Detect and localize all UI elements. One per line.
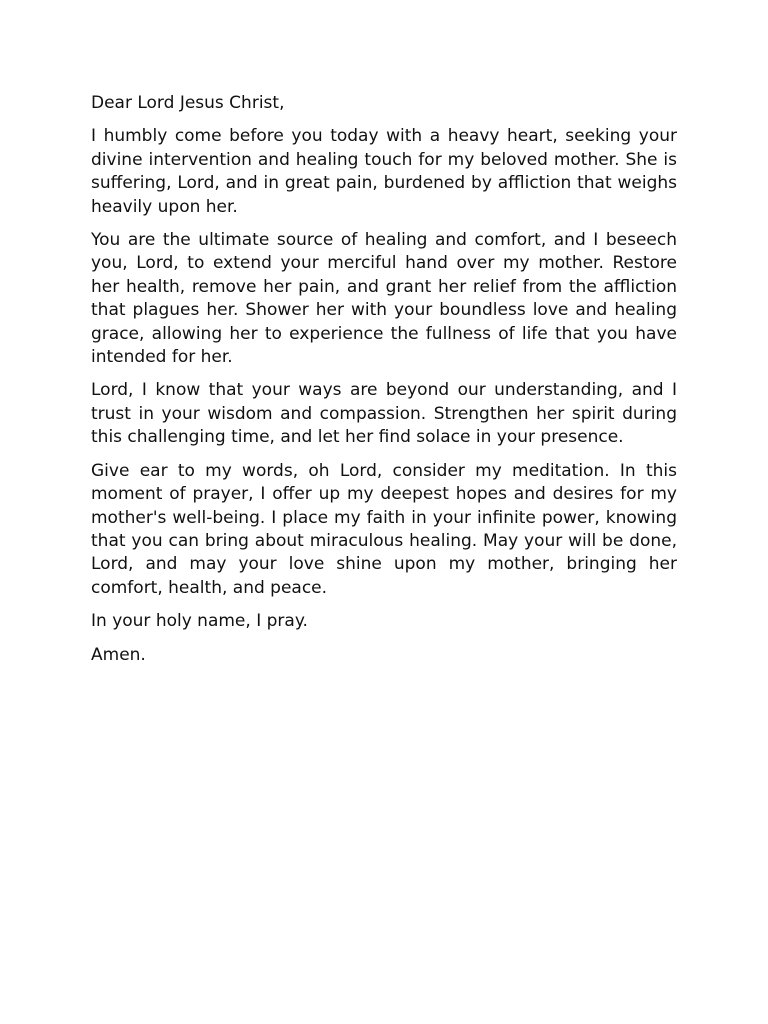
paragraph-1: I humbly come before you today with a heavy heart, seeking your divine intervention and healing touch for my beloved mother. She is suffering, Lord, and in great pain, burdened by affliction that weighs heavily upon her. [91, 126, 677, 217]
prayer-letter [91, 92, 677, 677]
paragraph-2: You are the ultimate source of healing and comfort, and I beseech you, Lord, to extend your merciful hand over my mother. Restore her health, remove her pain, and grant her relief from the affliction that plagues her. Shower her with your boundless love and healing grace, allowing her to experience the fullness of life that you have intended for her. [91, 230, 677, 368]
closing-line: In your holy name, I pray. [91, 611, 308, 632]
paragraph-3: Lord, I know that your ways are beyond our understanding, and I trust in your wisdom and compassion. Strengthen her spirit during this challenging time, and let her find solace in your presence. [91, 380, 677, 448]
paragraph-4: Give ear to my words, oh Lord, consider my meditation. In this moment of prayer, I offer up my deepest hopes and desires for my mother's well-being. I place my faith in your infinite power, knowing that you can bring about miraculous healing. May your will be done, Lord, and may your love shine upon my mother, bringing her comfort, health, and peace. [91, 460, 677, 598]
salutation: Dear Lord Jesus Christ, [91, 93, 285, 113]
amen-line: Amen. [91, 644, 146, 665]
